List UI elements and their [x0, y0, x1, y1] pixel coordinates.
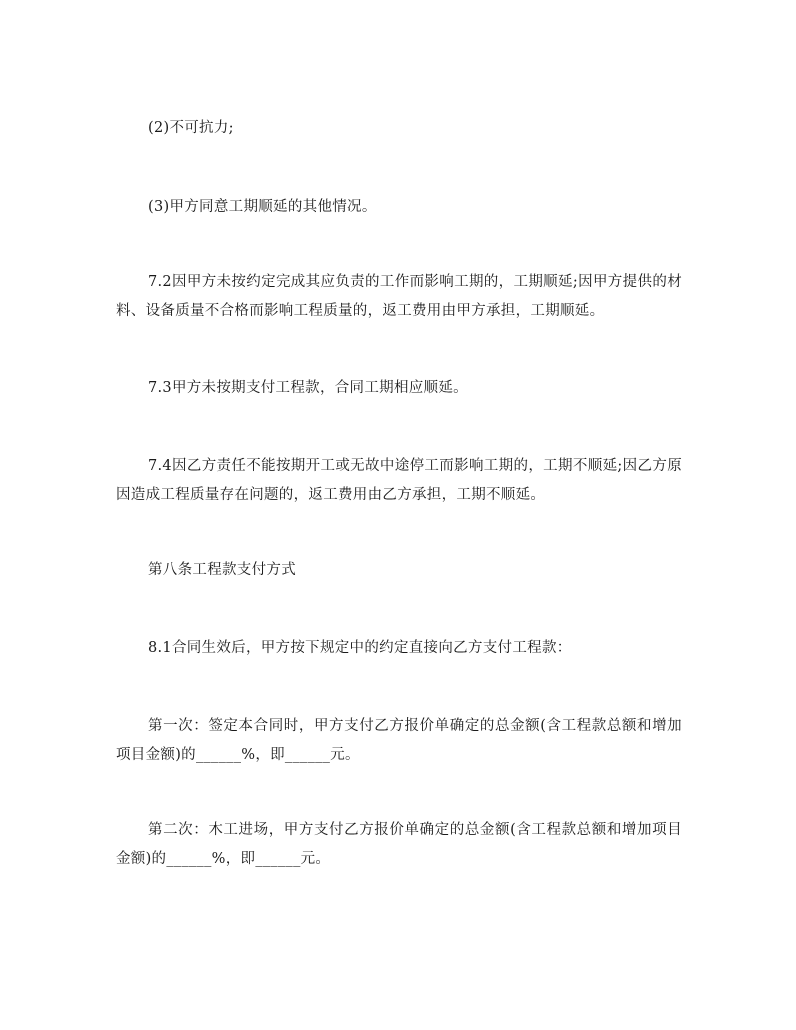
paragraph-first-payment: 第一次：签定本合同时，甲方支付乙方报价单确定的总金额(含工程款总额和增加项目金额)的______%，即______元。 [116, 718, 682, 763]
paragraph-force-majeure: (2)不可抗力; [148, 120, 234, 136]
paragraph-7-4: 7.4因乙方责任不能按期开工或无故中途停工而影响工期的，工期不顺延;因乙方原因造成工程质量存在问题的，返工费用由乙方承担，工期不顺延。 [116, 458, 682, 503]
section-heading-article-8: 第八条工程款支付方式 [148, 562, 296, 578]
paragraph-8-1: 8.1合同生效后，甲方按下规定中的约定直接向乙方支付工程款： [148, 640, 572, 656]
paragraph-7-2: 7.2因甲方未按约定完成其应负责的工作而影响工期的，工期顺延;因甲方提供的材料、设备质量不合格而影响工程质量的，返工费用由甲方承担，工期顺延。 [116, 274, 682, 319]
paragraph-7-3: 7.3甲方未按期支付工程款，合同工期相应顺延。 [148, 380, 468, 396]
paragraph-second-payment: 第二次：木工进场，甲方支付乙方报价单确定的总金额(含工程款总额和增加项目金额)的______%，即______元。 [116, 822, 682, 867]
paragraph-other-extension: (3)甲方同意工期顺延的其他情况。 [148, 199, 377, 215]
